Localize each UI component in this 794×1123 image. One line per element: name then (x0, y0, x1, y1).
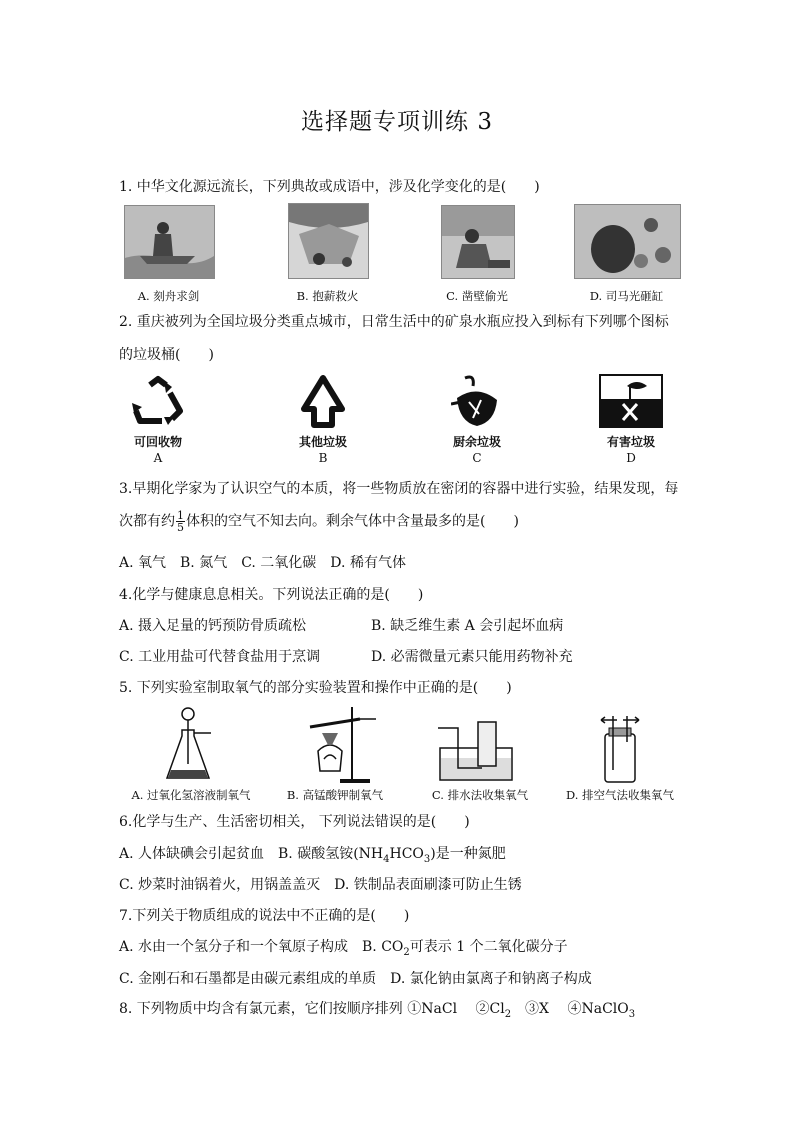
q8-stem (119, 998, 635, 1020)
q2-icon-letter-b: B (318, 451, 328, 465)
page-title: 选择题专项训练 3 (301, 109, 493, 135)
q4-option-d: D. 必需微量元素只能用药物补充 (371, 649, 573, 665)
q3-stem-text-post: 体积的空气不知去向。剩余气体中含量最多的是( ) (186, 513, 519, 530)
q7-option-line1 (119, 936, 568, 958)
q3-stem-line1: 3.早期化学家为了认识空气的本质，将一些物质放在密闭的容器中进行实验，结果发现，每 (119, 481, 679, 497)
q2-icon-label-a: 可回收物 (133, 435, 182, 449)
q5-option-c: C. 排水法收集氧气 (431, 788, 529, 802)
air-collection-apparatus-icon (597, 712, 643, 784)
hazardous-waste-icon (599, 374, 663, 428)
q4-stem: 4.化学与健康息息相关。下列说法正确的是( ) (119, 587, 424, 603)
q3-options: A. 氧气 B. 氮气 C. 二氧化碳 D. 稀有气体 (119, 555, 406, 571)
other-waste-icon (298, 375, 348, 429)
q1-option-c: C. 凿壁偷光 (446, 289, 508, 303)
q7-text-post: 可表示 1 个二氧化碳分子 (409, 939, 568, 955)
q4-option-c: C. 工业用盐可代替食盐用于烹调 (119, 649, 321, 665)
q1-stem: 1. 中华文化源远流长，下列典故或成语中，涉及化学变化的是( ) (119, 179, 540, 195)
q1-image-b (288, 203, 369, 279)
q6-stem: 6.化学与生产、生活密切相关， 下列说法错误的是( ) (119, 814, 470, 830)
q7-option-line2: C. 金刚石和石墨都是由碳元素组成的单质 D. 氯化钠由氯离子和钠离子构成 (119, 971, 592, 987)
subscript: 2 (403, 946, 410, 958)
subscript: 4 (383, 853, 390, 865)
fire-illustration-icon (289, 204, 368, 278)
q1-option-b: B. 抱薪救火 (296, 289, 359, 303)
q6-text-mid: HCO (389, 846, 424, 862)
q1-image-c (441, 205, 515, 279)
q2-icon-label-b: 其他垃圾 (298, 435, 347, 449)
kitchen-waste-icon (451, 374, 503, 428)
q6-option-line1 (119, 843, 506, 865)
flask-apparatus-icon (163, 706, 213, 784)
q4-option-a: A. 摄入足量的钙预防骨质疏松 (119, 618, 307, 634)
q1-option-a: A. 刻舟求剑 (137, 289, 200, 303)
q6-text-post: )是一种氮肥 (430, 846, 506, 862)
q7-stem: 7.下列关于物质组成的说法中不正确的是( ) (119, 908, 410, 924)
q7-text-a: A. 水由一个氢分子和一个氧原子构成 B. CO (119, 939, 404, 955)
recycle-icon (128, 375, 188, 427)
subscript: 3 (628, 1008, 636, 1020)
fraction-denominator: 5 (177, 521, 184, 534)
fraction (176, 510, 185, 533)
q8-text-mid: ③X ④NaClO (511, 1001, 629, 1017)
boat-illustration-icon (125, 206, 214, 278)
q5-option-d: D. 排空气法收集氧气 (565, 788, 675, 802)
q6-text-a: A. 人体缺碘会引起贫血 B. 碳酸氢铵(NH (119, 846, 384, 862)
vat-illustration-icon (575, 205, 680, 278)
q3-stem-text: 次都有约 (119, 513, 175, 530)
q5-stem: 5. 下列实验室制取氧气的部分实验装置和操作中正确的是( ) (119, 680, 512, 696)
subscript: 3 (423, 853, 431, 865)
q8-text-a: 8. 下列物质中均含有氯元素，它们按顺序排列 ①NaCl ②Cl (119, 1001, 505, 1017)
q2-icon-label-c: 厨余垃圾 (452, 435, 501, 449)
q4-option-b: B. 缺乏维生素 A 会引起坏血病 (371, 618, 564, 634)
q5-option-a: A. 过氧化氢溶液制氧气 (131, 788, 251, 802)
q2-stem-line2: 的垃圾桶( ) (119, 347, 214, 363)
fraction-numerator: 1 (177, 509, 184, 522)
heating-apparatus-icon (300, 703, 380, 785)
q2-stem-line1: 2. 重庆被列为全国垃圾分类重点城市，日常生活中的矿泉水瓶应投入到标有下列哪个图标 (119, 314, 669, 330)
wall-light-illustration-icon (442, 206, 514, 278)
subscript: 2 (504, 1008, 512, 1020)
q2-icon-letter-a: A (153, 451, 163, 465)
q1-image-a (124, 205, 215, 279)
q2-icon-letter-c: C (472, 451, 482, 465)
q5-option-b: B. 高锰酸钾制氧气 (286, 788, 384, 802)
q1-image-d (574, 204, 681, 279)
q2-icon-letter-d: D (626, 451, 636, 465)
q6-option-line2: C. 炒菜时油锅着火，用锅盖盖灭 D. 铁制品表面刷漆可防止生锈 (119, 877, 522, 893)
q2-icon-label-d: 有害垃圾 (606, 435, 655, 449)
water-collection-apparatus-icon (438, 718, 516, 784)
q3-stem-line2 (119, 510, 519, 533)
q1-option-d: D. 司马光砸缸 (589, 289, 664, 303)
